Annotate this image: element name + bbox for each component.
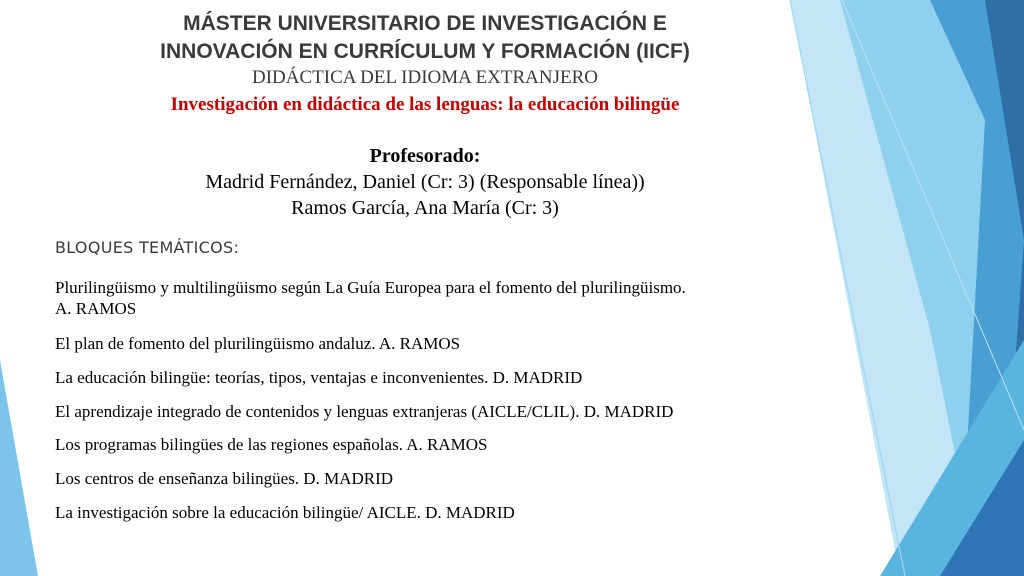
topic-item: Los programas bilingües de las regiones españolas. A. RAMOS <box>55 435 488 454</box>
faculty-heading: Profesorado: <box>369 145 481 167</box>
faculty-member: Madrid Fernández, Daniel (Cr: 3) (Responsable línea)) <box>205 171 645 193</box>
master-title-line1: MÁSTER UNIVERSITARIO DE INVESTIGACIÓN E <box>183 12 667 35</box>
research-line-title: Investigación en didáctica de las lenguas: la educación bilingüe <box>170 94 680 115</box>
topic-item: El aprendizaje integrado de contenidos y lenguas extranjeras (AICLE/CLIL). D. MADRID <box>55 402 674 421</box>
topic-item: Los centros de enseñanza bilingües. D. MADRID <box>55 469 394 488</box>
topic-item: El plan de fomento del plurilingüismo andaluz. A. RAMOS <box>55 334 461 353</box>
master-title-line2: INNOVACIÓN EN CURRÍCULUM Y FORMACIÓN (IICF) <box>160 40 690 63</box>
topic-item-line: A. RAMOS <box>55 299 137 318</box>
topic-item <box>55 277 795 319</box>
topic-item: La educación bilingüe: teorías, tipos, ventajas e inconvenientes. D. MADRID <box>55 368 583 387</box>
subject-name: DIDÁCTICA DEL IDIOMA EXTRANJERO <box>251 67 599 88</box>
topics-heading: BLOQUES TEMÁTICOS: <box>55 238 240 257</box>
topic-item: La investigación sobre la educación bilingüe/ AICLE. D. MADRID <box>55 503 515 522</box>
topic-item-line: Plurilingüismo y multilingüismo según La Guía Europea para el fomento del plurilingüismo. <box>55 278 686 297</box>
faculty-member: Ramos García, Ana María (Cr: 3) <box>291 197 559 219</box>
